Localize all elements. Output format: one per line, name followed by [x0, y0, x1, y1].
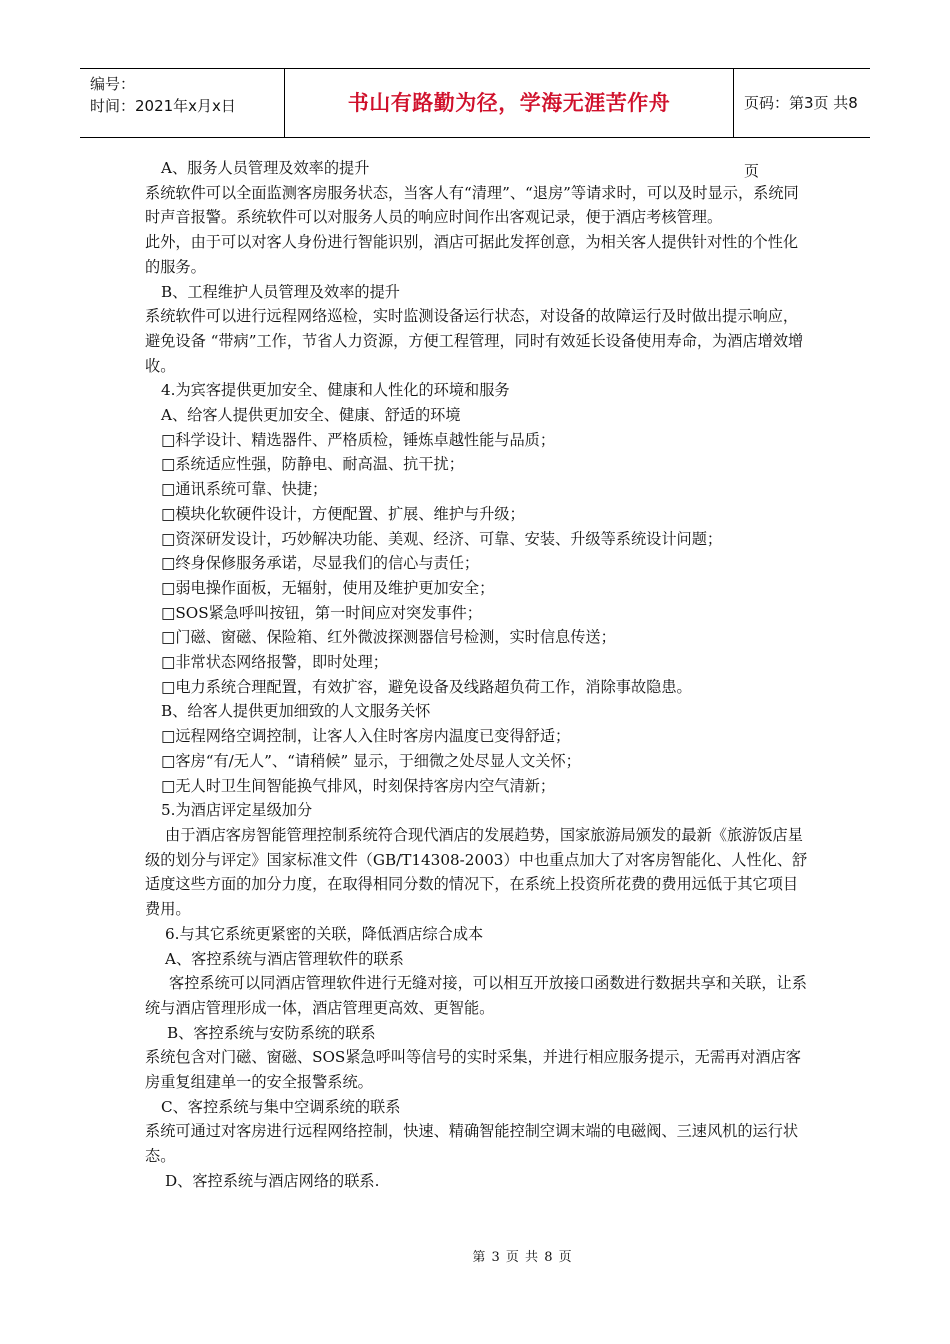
paragraph: A、给客人提供更加安全、健康、舒适的环境 [161, 406, 461, 425]
paragraph: 4.为宾客提供更加安全、健康和人性化的环境和服务 [161, 381, 510, 400]
paragraph: □SOS紧急呼叫按钮，第一时间应对突发事件； [161, 603, 482, 622]
header-meta [80, 69, 284, 137]
paragraph: □通讯系统可靠、快捷； [161, 480, 328, 499]
paragraph: B、给客人提供更加细致的人文服务关怀 [161, 702, 431, 721]
paragraph: 5.为酒店评定星级加分 [161, 801, 313, 820]
header-motto: 书山有路勤为径，学海无涯苦作舟 [284, 69, 734, 137]
paragraph: 系统可通过对客房进行远程网络控制，快速、精确智能控制空调末端的电磁阀、三速风机的运行状态。 [145, 1122, 799, 1166]
paragraph: C、客控系统与集中空调系统的联系 [161, 1097, 401, 1116]
paragraph: □终身保修服务承诺，尽显我们的信心与责任； [161, 554, 480, 573]
paragraph: A、服务人员管理及效率的提升 [161, 159, 370, 177]
page-footer: 第 3 页 共 8 页 [472, 1250, 573, 1265]
paragraph: □电力系统合理配置，有效扩容，避免设备及线路超负荷工作，消除事故隐患。 [161, 677, 692, 696]
header-page-number: 页码：第3页 共8页 [744, 94, 858, 180]
paragraph: 6.与其它系统更紧密的关联，降低酒店综合成本 [165, 924, 484, 943]
paragraph: 客控系统可以同酒店管理软件进行无缝对接，可以相互开放接口函数进行数据共享和关联，让系统与酒店管理形成一体，酒店管理更高效、更智能。 [145, 974, 807, 1017]
paragraph: B、工程维护人员管理及效率的提升 [161, 282, 400, 301]
paragraph: 系统软件可以全面监测客房服务状态，当客人有“清理”、“退房”等请求时，可以及时显示，系统同时声音报警。系统软件可以对服务人员的响应时间作出客观记录，便于酒店考核管理。 [145, 183, 799, 227]
paragraph: 系统包含对门磁、窗磁、SOS紧急呼叫等信号的实时采集，并进行相应服务提示，无需再对酒店客房重复组建单一的安全报警系统。 [145, 1048, 801, 1092]
document-date: 时间：2021年x月x日 [90, 97, 236, 115]
paragraph: D、客控系统与酒店网络的联系. [165, 1171, 380, 1190]
paragraph: A、客控系统与酒店管理软件的联系 [165, 949, 404, 968]
paragraph: □无人时卫生间智能换气排风，时刻保持客房内空气清新； [161, 776, 556, 795]
paragraph: 由于酒店客房智能管理控制系统符合现代酒店的发展趋势，国家旅游局颁发的最新《旅游饭店星级的划分与评定》国家标准文件（GB/T14308-2003）中也重点加大了对客房智能化、人性化、舒适度这些方面的加分力度，在取得相同分数的情况下，在系统上投资所花费的费用远低于其它项目费用。 [145, 825, 808, 919]
paragraph: □门磁、窗磁、保险箱、红外微波探测器信号检测，实时信息传送； [161, 628, 616, 647]
paragraph: □弱电操作面板，无辐射，使用及维护更加安全； [161, 578, 495, 597]
paragraph: □非常状态网络报警，即时处理； [161, 653, 388, 672]
paragraph: B、客控系统与安防系统的联系 [167, 1023, 376, 1042]
paragraph: □科学设计、精选器件、严格质检，锤炼卓越性能与品质； [161, 430, 556, 449]
paragraph: □模块化软硬件设计，方便配置、扩展、维护与升级； [161, 504, 525, 523]
paragraph: □系统适应性强，防静电、耐高温、抗干扰； [161, 455, 464, 474]
paragraph: 系统软件可以进行远程网络巡检，实时监测设备运行状态，对设备的故障运行及时做出提示响应，避免设备 “带病”工作，节省人力资源，方便工程管理，同时有效延长设备使用寿命，为酒店增效增收。 [145, 307, 804, 375]
document-code-label: 编号： [90, 75, 136, 93]
paragraph: 此外，由于可以对客人身份进行智能识别，酒店可据此发挥创意，为相关客人提供针对性的个性化的服务。 [145, 233, 799, 276]
document-body [145, 156, 810, 1194]
paragraph: □客房“有/无人”、“请稍候” 显示，于细微之处尽显人文关怀； [161, 751, 581, 770]
paragraph: □资深研发设计，巧妙解决功能、美观、经济、可靠、安装、升级等系统设计问题； [161, 529, 723, 548]
paragraph: □远程网络空调控制，让客人入住时客房内温度已变得舒适； [161, 727, 571, 746]
